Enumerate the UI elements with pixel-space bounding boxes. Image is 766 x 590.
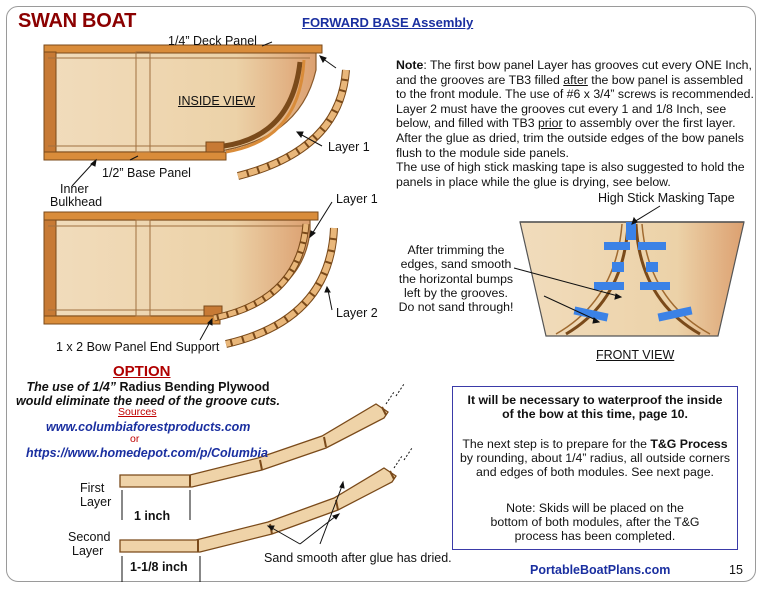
info-line-1: It will be necessary to waterproof the inside bbox=[467, 393, 723, 407]
callout-line: edges, sand smooth bbox=[400, 257, 512, 272]
option-body-b: Radius Bending Plywood bbox=[119, 380, 270, 394]
second-layer-label-2: Layer bbox=[72, 544, 104, 558]
info-line-5: and edges of both modules. See next page. bbox=[476, 465, 714, 479]
callout-line: the horizontal bumps bbox=[398, 271, 514, 286]
option-title: OPTION bbox=[113, 363, 171, 380]
info-line-8: process has been completed. bbox=[514, 529, 676, 543]
layer2-label: Layer 2 bbox=[336, 306, 378, 320]
note-line-8: The use of high stick masking tape is also suggested to hold the bbox=[396, 160, 745, 175]
note-line-2a: and the grooves are TB3 filled bbox=[396, 72, 564, 87]
info-line-3 bbox=[453, 437, 737, 452]
first-layer-spacing: 1 inch bbox=[134, 509, 171, 523]
assembled-module bbox=[44, 212, 318, 324]
second-layer-spacing: 1-1/8 inch bbox=[130, 560, 188, 574]
info-line-4: by rounding, about 1/4” radius, all outside corners bbox=[459, 451, 730, 465]
info-line-2: of the bow at this time, page 10. bbox=[502, 407, 688, 421]
layer1-label-top: Layer 1 bbox=[328, 140, 370, 154]
info-box bbox=[452, 386, 738, 550]
info-line-7: bottom of both modules, after the T&G bbox=[490, 515, 700, 529]
section-subtitle: FORWARD BASE Assembly bbox=[302, 15, 474, 30]
option-body bbox=[16, 380, 280, 408]
info-line-6: Note: Skids will be placed on the bbox=[506, 501, 684, 515]
note-line-2b: the bow panel is assembled bbox=[587, 72, 744, 87]
note-prior: prior bbox=[537, 116, 563, 131]
layer1-label-mid: Layer 1 bbox=[336, 192, 378, 206]
inside-view-label: INSIDE VIEW bbox=[178, 94, 256, 108]
callout-line: Do not sand through! bbox=[398, 300, 514, 315]
page-title: SWAN BOAT bbox=[18, 10, 137, 32]
or-text: or bbox=[130, 433, 140, 445]
note-line-7: flush to the module side panels. bbox=[396, 145, 569, 160]
footer-site-link[interactable]: PortableBoatPlans.com bbox=[530, 563, 671, 577]
inner-bulkhead-label-2: Bulkhead bbox=[50, 195, 103, 209]
option-body-a: The use of 1/4” bbox=[26, 380, 120, 394]
note-line-3: to the front module. The use of #6 x 3/4” screws is recommended. bbox=[396, 87, 754, 102]
tape-label: High Stick Masking Tape bbox=[598, 191, 735, 205]
first-layer-label-2: Layer bbox=[80, 495, 112, 509]
sources-link[interactable]: Sources bbox=[118, 406, 157, 418]
note-line-1: : The first bow panel Layer has grooves cut every ONE Inch, bbox=[423, 58, 752, 72]
note-line-5a: below, and filled with TB3 bbox=[396, 116, 538, 131]
page-number: 15 bbox=[729, 563, 743, 577]
end-support-label: 1 x 2 Bow Panel End Support bbox=[56, 340, 220, 354]
note-line-4: Layer 2 must have the grooves cut every 1 and 1/8 Inch, see bbox=[396, 101, 727, 116]
assembly-note bbox=[396, 58, 760, 189]
note-after: after bbox=[563, 72, 588, 87]
note-line-6: After the glue as dried, trim the outside edges of the bow panels bbox=[396, 130, 744, 145]
callout-line: left by the grooves. bbox=[404, 285, 508, 300]
first-layer-label-1: First bbox=[80, 481, 105, 495]
callout-line: After trimming the bbox=[407, 243, 505, 257]
homedepot-link[interactable]: https://www.homedepot.com/p/Columbia bbox=[26, 446, 268, 460]
note-line-9: panels in place while the glue is drying, see below. bbox=[396, 174, 671, 189]
inner-bulkhead-label-1: Inner bbox=[60, 182, 89, 196]
sand-smooth-note: Sand smooth after glue has dried. bbox=[264, 551, 452, 565]
second-layer-label-1: Second bbox=[68, 530, 111, 544]
info-line-3a: The next step is to prepare for the bbox=[462, 437, 651, 451]
note-line-5b: to assembly over the first layer. bbox=[562, 116, 736, 131]
note-lead: Note bbox=[396, 58, 424, 72]
sanding-callout bbox=[394, 243, 518, 314]
columbia-link[interactable]: www.columbiaforestproducts.com bbox=[46, 420, 251, 434]
option-body-c: would eliminate the need of the groove cuts. bbox=[16, 394, 280, 408]
base-panel-label: 1/2” Base Panel bbox=[102, 166, 191, 180]
front-view-caption: FRONT VIEW bbox=[596, 348, 675, 362]
info-line-3b: T&G Process bbox=[650, 437, 728, 451]
deck-panel-label: 1/4” Deck Panel bbox=[168, 34, 257, 48]
